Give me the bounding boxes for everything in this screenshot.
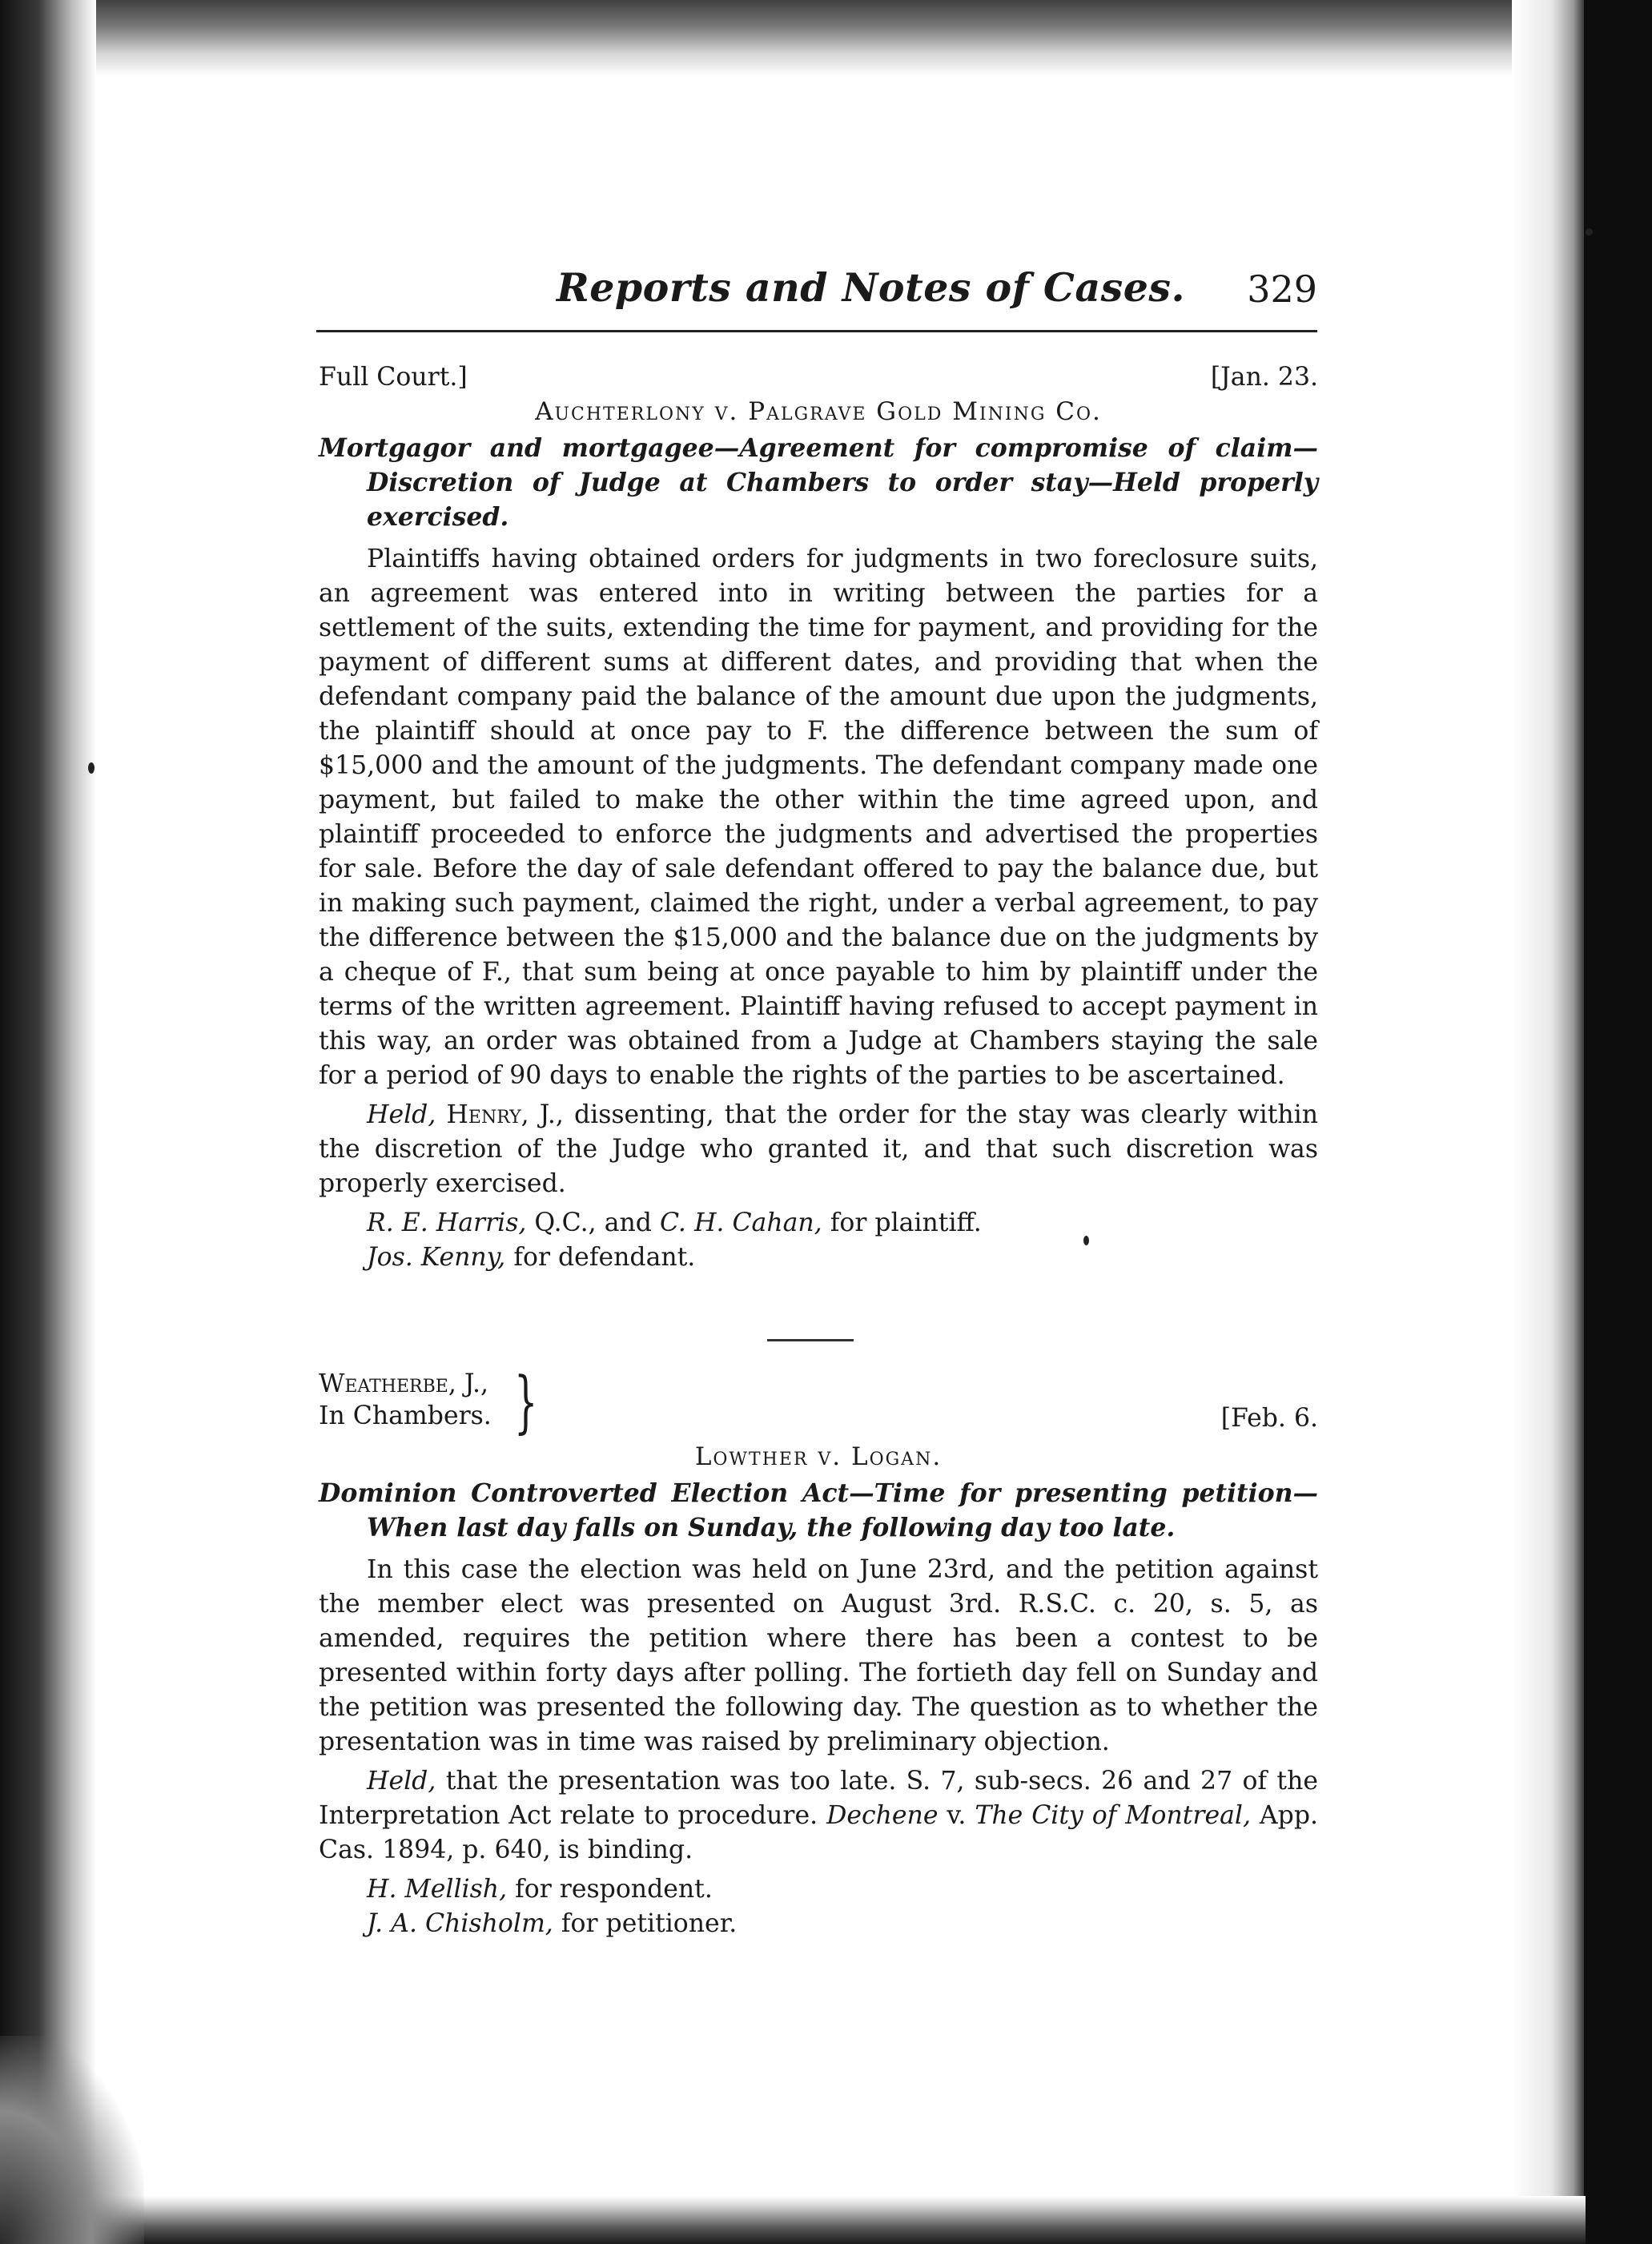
running-title: Reports and Notes of Cases.	[557, 264, 1186, 311]
case-entry-2	[319, 1362, 1318, 1941]
counsel-line	[319, 1241, 1318, 1275]
judge-name: Henry,	[446, 1100, 529, 1129]
judge-name: Weatherbe, J.,	[319, 1369, 489, 1398]
brace-glyph: }	[514, 1362, 538, 1441]
holding	[319, 1764, 1318, 1868]
held-label: Held,	[367, 1767, 436, 1796]
page-number: 329	[1247, 267, 1317, 311]
scan-shadow-top	[0, 0, 1570, 76]
counsel-line	[319, 1907, 1318, 1941]
counsel-role: for petitioner.	[553, 1909, 738, 1938]
chambers-label: In Chambers.	[319, 1401, 492, 1430]
counsel-line	[319, 1872, 1318, 1907]
case-divider	[767, 1339, 854, 1341]
cited-case: Dechene	[826, 1801, 939, 1830]
page-header	[316, 264, 1317, 328]
cited-case-v: v.	[938, 1801, 975, 1830]
cited-case: The City of Montreal,	[975, 1801, 1251, 1830]
scan-shadow-bottom	[0, 2196, 1586, 2244]
scan-speck	[88, 762, 94, 774]
counsel-role: for plaintiff.	[822, 1208, 982, 1237]
holding-text: J., dissenting, that the order for the stay was clearly within the discretion of the Judge who granted it, and that such discretion was properly exercised.	[319, 1100, 1319, 1198]
counsel-mid: Q.C., and	[526, 1208, 660, 1237]
case-facts: Plaintiffs having obtained orders for judgments in two foreclosure suits, an agreement was entered into in writing between the parties for a settlement of the suits, extending the time for payment, and providing for the payment of different sums at different dates, and providing that when the defendant company paid the balance of the amount due upon the judgments, the plaintiff should at once pay to F. the difference between the sum of $15,000 and the amount of the judgments. The defendant company made one payment, but failed to make the other within the time agreed upon, and plaintiff proceeded to enforce the judgments and advertised the properties for sale. Before the day of sale defendant offered to pay the balance due, but in making such payment, claimed the right, under a verbal agreement, to pay the difference between the $15,000 and the balance due on the judgments by a cheque of F., that sum being at once payable to him by plaintiff under the terms of the written agreement. Plaintiff having refused to accept payment in this way, an order was obtained from a Judge at Chambers staying the sale for a period of 90 days to enable the rights of the parties to be ascertained.	[319, 545, 1318, 1090]
holding	[319, 1098, 1318, 1201]
counsel-name: H. Mellish,	[367, 1875, 508, 1904]
headnote: Mortgagor and mortgagee—Agreement for compromise of claim—Discretion of Judge at Chambers to order stay—Held properly exercised.	[319, 433, 1318, 532]
scan-shadow-right	[1584, 0, 1652, 2244]
counsel-role: for defendant.	[505, 1243, 696, 1272]
held-label: Held,	[367, 1100, 436, 1129]
scan-shadow-left	[0, 0, 96, 2244]
case-date: [Feb. 6.	[1220, 1404, 1318, 1433]
counsel-line	[319, 1206, 1318, 1241]
scan-corner-shadow	[0, 2036, 144, 2244]
counsel-name: R. E. Harris,	[367, 1208, 527, 1237]
case-title: Lowther v. Logan.	[694, 1442, 943, 1471]
case-meta	[319, 360, 1318, 395]
header-rule	[316, 330, 1317, 332]
court-label: Full Court.]	[319, 363, 468, 392]
case-facts: In this case the election was held on June 23rd, and the petition against the member elect was presented on August 3rd. R.S.C. c. 20, s. 5, as amended, requires the petition where there has been a contest to be presented within forty days after polling. The fortieth day fell on Sunday and the petition was presented the following day. The question as to whether the presentation was in time was raised by preliminary objection.	[319, 1555, 1318, 1756]
headnote: Dominion Controverted Election Act—Time for presenting petition—When last day falls on Sunday, the following day too late.	[319, 1478, 1318, 1542]
scan-speck	[1586, 228, 1593, 235]
scan-shadow-right-gradient	[1512, 0, 1584, 2244]
case-entry-1	[319, 360, 1318, 1275]
holding-text: that the presentation was too late. S. 7, sub-secs. 26 and 27 of the Interpretation Act relate to procedure.	[319, 1767, 1318, 1830]
case-date: [Jan. 23.	[1210, 363, 1318, 392]
case-title: Auchterlony v. Palgrave Gold Mining Co.	[535, 397, 1102, 426]
judge-info	[319, 1368, 492, 1432]
counsel-name: C. H. Cahan,	[659, 1208, 822, 1237]
case-meta	[319, 1362, 1318, 1441]
counsel-name: J. A. Chisholm,	[367, 1909, 553, 1938]
holding-text: App. Cas. 1894, p. 640, is binding.	[319, 1801, 1318, 1864]
counsel-role: for respondent.	[507, 1875, 713, 1904]
counsel-name: Jos. Kenny,	[367, 1243, 506, 1272]
